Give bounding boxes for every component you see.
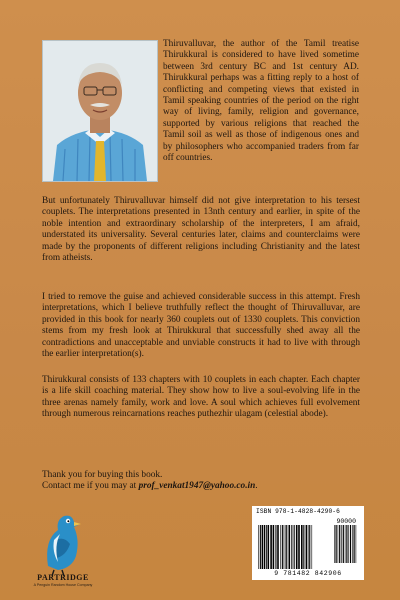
- partridge-bird-logo-icon: [34, 500, 92, 580]
- barcode-bar: [298, 525, 300, 569]
- barcode-bar: [273, 525, 275, 569]
- barcode-bar: [286, 525, 287, 569]
- fresh-interpretation-paragraph: I tried to remove the guise and achieved considerable success in this attempt. Fresh interpretations, which I believe truthfully reflect the thought of Thiruvalluvar, are provided in this book for nearly 360 couplets out of 1330 couplets. This conviction stems from my fresh look at Thirukkural that successfully shed away all the contradictions and unacceptable and unviable constructs it had to live with through the earlier interpretation(s).: [42, 292, 360, 360]
- barcode-bar: [277, 525, 279, 569]
- barcode-bar: [268, 525, 270, 569]
- author-photo-image: [43, 41, 157, 181]
- publisher-subtitle: A Penguin Random House Company: [33, 583, 93, 587]
- barcode-bar: [312, 525, 313, 569]
- barcode-bar: [303, 525, 304, 569]
- barcode-bar: [275, 525, 276, 569]
- barcode-bar: [306, 525, 308, 569]
- thanks-line: Thank you for buying this book.: [42, 470, 163, 480]
- isbn-text: ISBN 978-1-4828-4290-6: [256, 508, 340, 515]
- barcode-bar: [289, 525, 291, 569]
- barcode-bar: [296, 525, 298, 569]
- barcode-bar: [280, 525, 281, 569]
- barcode-bar: [260, 525, 261, 569]
- barcode-bar: [345, 525, 346, 563]
- barcode-bar: [339, 525, 340, 563]
- barcode-bar: [285, 525, 286, 569]
- barcode-bar: [348, 525, 349, 563]
- barcode-bar: [294, 525, 295, 569]
- publisher-name: PARTRIDGE: [37, 573, 89, 582]
- barcode-bar: [336, 525, 337, 563]
- barcode-bar: [282, 525, 283, 569]
- barcode-bar: [343, 525, 344, 563]
- barcode-bar: [309, 525, 310, 569]
- price-code: 90000: [336, 518, 356, 525]
- barcode-bar: [291, 525, 292, 569]
- barcode-bar: [354, 525, 355, 563]
- barcode-bar: [341, 525, 342, 563]
- interpretation-paragraph: But unfortunately Thiruvalluvar himself did not give interpretation to his tersest couplets. The interpretations presented in 13nth century and earlier, in spite of the noble intention and extraordinary scholarship of the interpreters, I am afraid, understated its universality. Several centuries later, claims and counterclaims were made by the proponents of different religions including Christianity and the latest from atheists.: [42, 196, 360, 264]
- contact-suffix: .: [255, 481, 258, 492]
- author-photo: [42, 40, 158, 182]
- thanks-block: [42, 470, 360, 493]
- author-email[interactable]: prof_venkat1947@yahoo.co.in: [138, 481, 256, 492]
- barcode-bar: [284, 525, 285, 569]
- barcode-bar: [346, 525, 347, 563]
- barcode-bar: [352, 525, 353, 563]
- barcode-bar: [270, 525, 272, 569]
- intro-paragraph: Thiruvalluvar, the author of the Tamil treatise Thirukkural is considered to have lived sometime between 3rd century BC and 1st century AD. Thirukkural perhaps was a fitting reply to a host of conflicting and competing views that existed in Tamil speaking countries of the period on the right way of living, family, religion and governance, supported by various religions that reached the Tamil soil as well as those of indigenous ones and by philosophers who accompanied traders from far off countries.: [163, 39, 359, 164]
- barcode-digits: 9 781482 842906: [274, 570, 342, 577]
- barcode: [256, 517, 360, 569]
- structure-paragraph: Thirukkural consists of 133 chapters with 10 couplets in each chapter. Each chapter is a life skill coaching material. They show how to live a soul-evolving life in the three arenas namely family, work and love. A soul which achieves full evolvement through numerous reincarnations reaches puthezhir ulagam (celestial abode).: [42, 375, 360, 420]
- barcode-bar: [264, 525, 265, 569]
- barcode-bar: [356, 525, 357, 563]
- price-bars: [334, 525, 356, 563]
- barcode-bar: [308, 525, 309, 569]
- barcode-bar: [350, 525, 351, 563]
- barcode-bar: [301, 525, 303, 569]
- barcode-bar: [258, 525, 259, 569]
- contact-prefix: Contact me if you may at: [42, 481, 139, 492]
- ean-bars: [258, 525, 312, 569]
- barcode-bar: [266, 525, 267, 569]
- barcode-bar: [334, 525, 335, 563]
- barcode-bar: [262, 525, 264, 569]
- isbn-label: [256, 508, 362, 515]
- barcode-bar: [338, 525, 339, 563]
